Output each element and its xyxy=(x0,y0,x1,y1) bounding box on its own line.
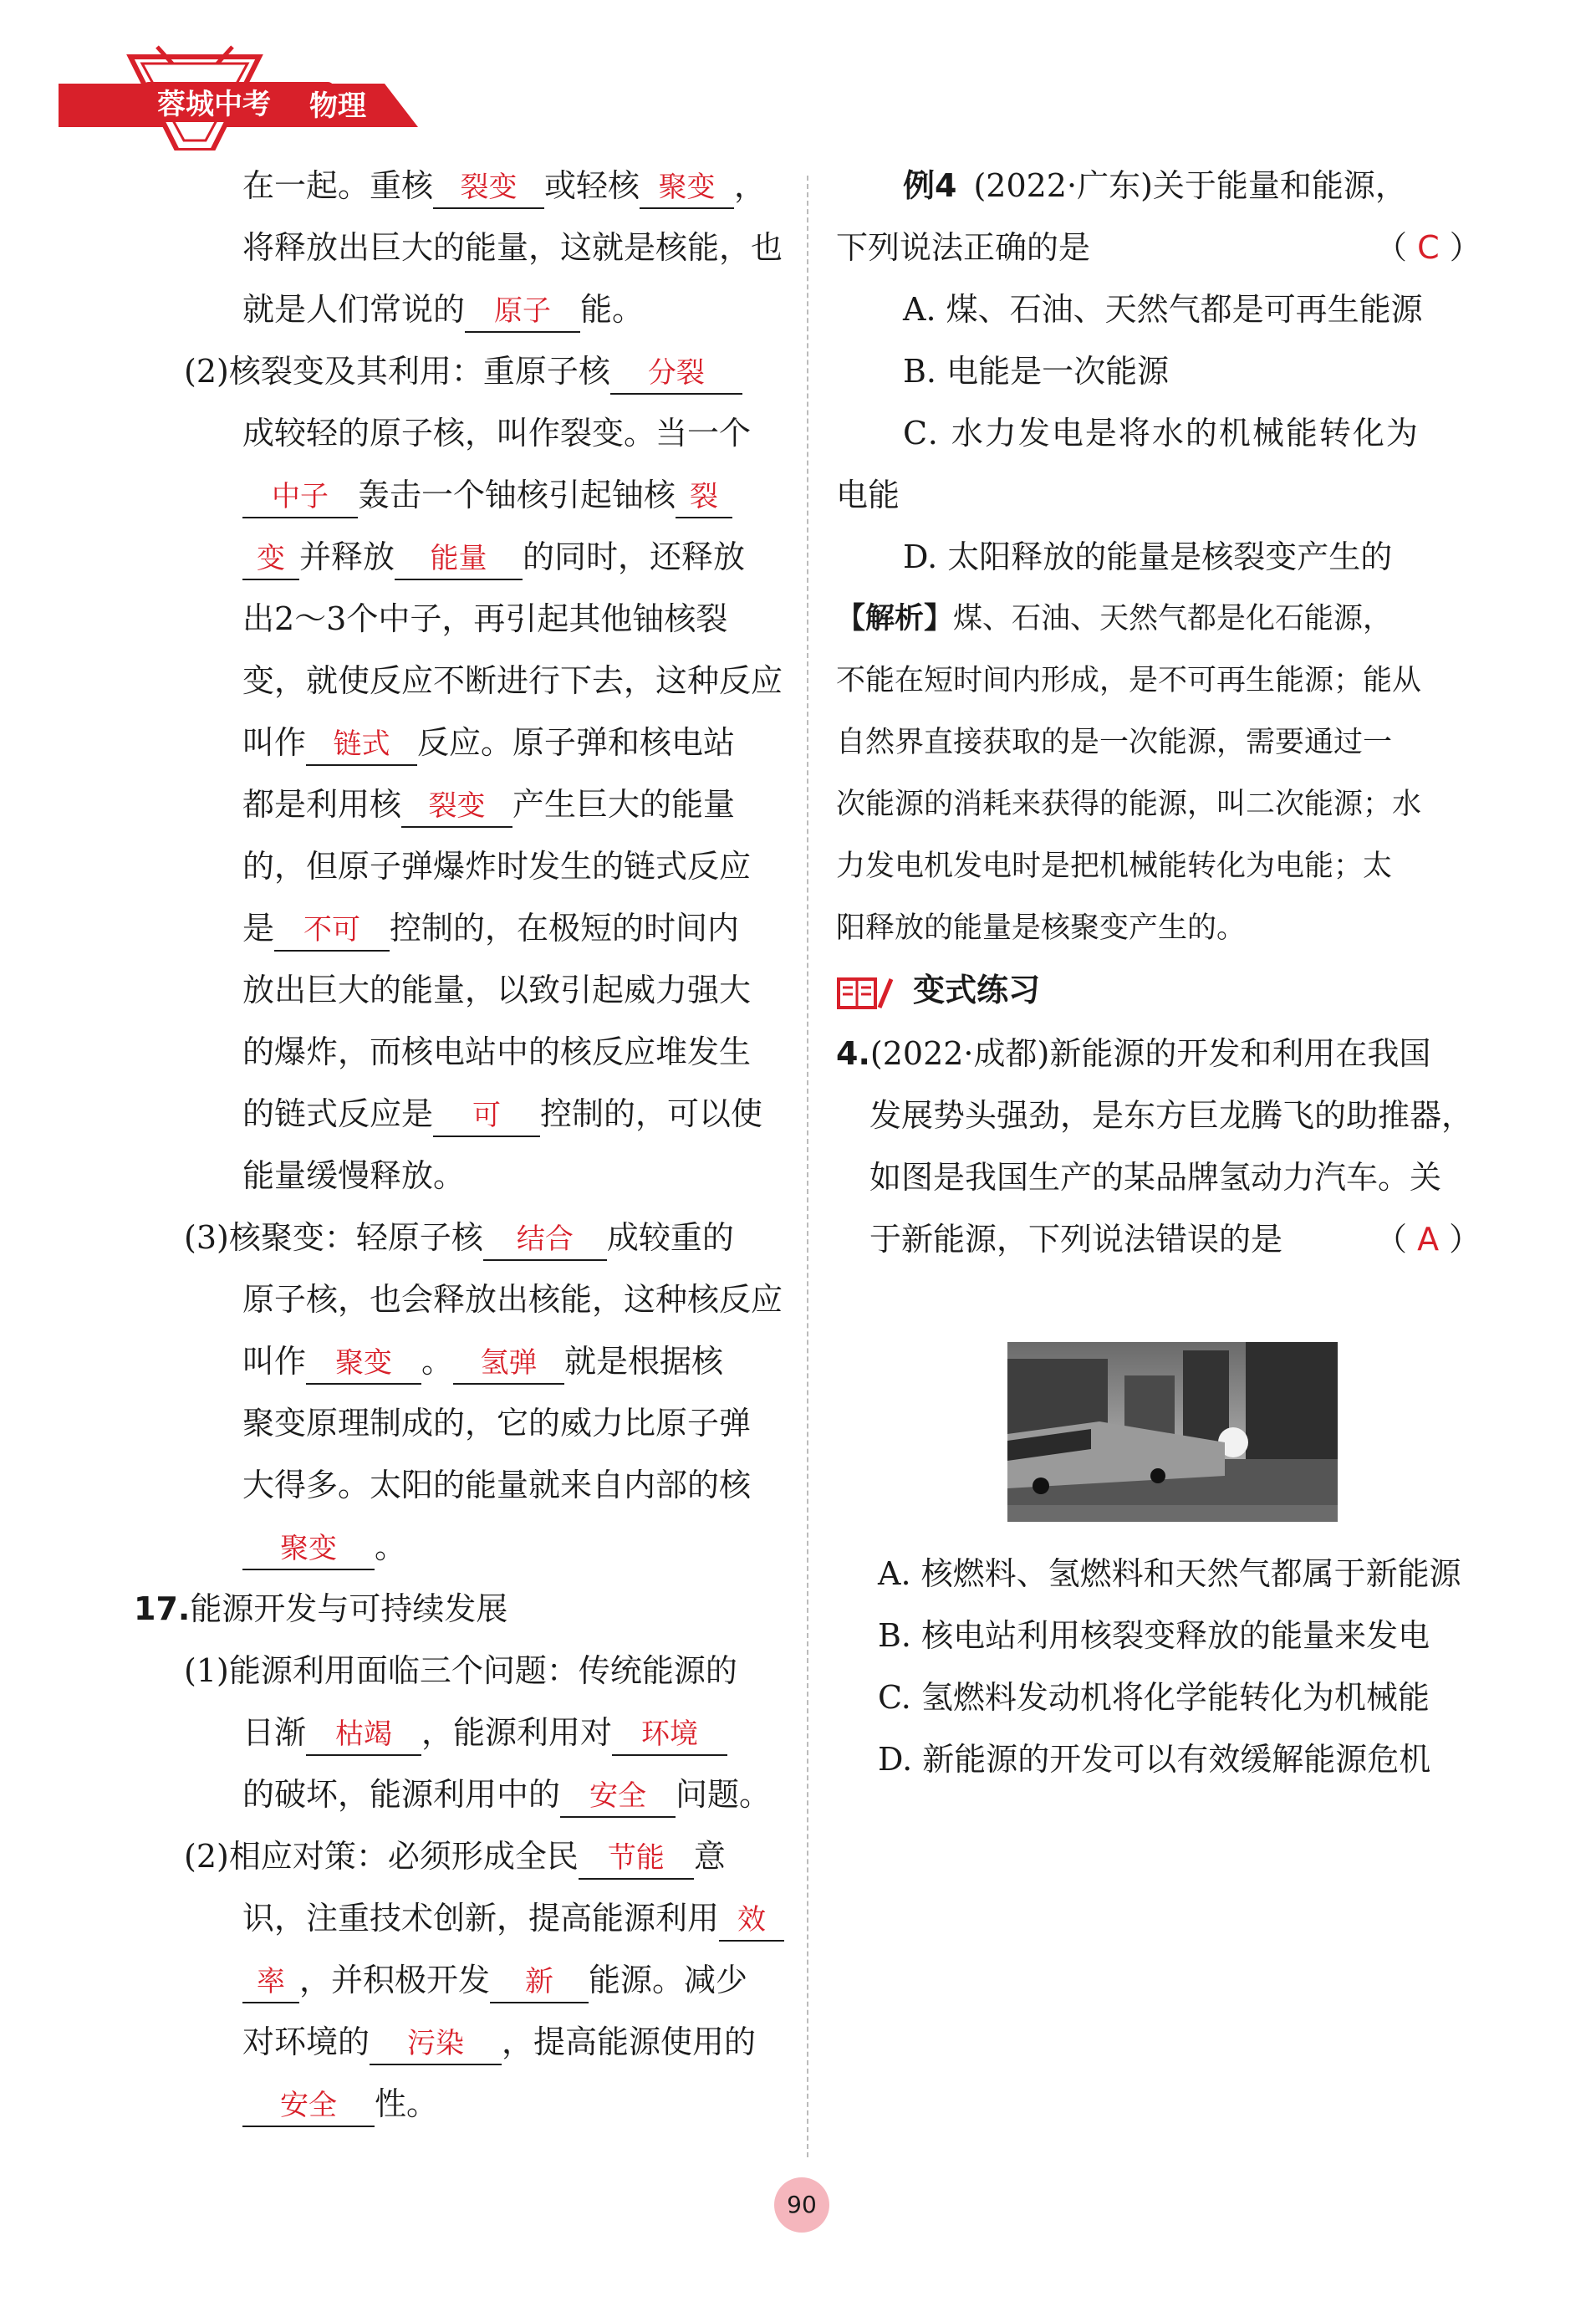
text: 于新能源，下列说法错误的是 xyxy=(869,1221,1283,1258)
text: 就是人们常说的 xyxy=(242,291,466,328)
text-line xyxy=(159,340,778,402)
analysis-line: 力发电机发电时是把机械能转化为电能；太 xyxy=(836,850,1393,883)
question-4-line: 如图是我国生产的某品牌氢动力汽车。关 xyxy=(869,1159,1442,1196)
example-label: 例4 xyxy=(903,167,957,204)
answer-blank: 氢弹 xyxy=(453,1343,564,1385)
text: 或轻核 xyxy=(544,167,640,204)
book-pen-icon xyxy=(836,974,895,1013)
question-4-options xyxy=(836,1543,1547,1790)
answer-blank: 聚变 xyxy=(306,1343,421,1385)
left-column xyxy=(134,155,783,2135)
answer-blank: 可 xyxy=(433,1095,540,1137)
text: (2)核裂变及其利用：重原子核 xyxy=(184,353,610,390)
text-line xyxy=(159,773,778,835)
text-line: 的，但原子弹爆炸时发生的链式反应 xyxy=(242,848,752,885)
analysis-line: 次能源的消耗来获得的能源，叫二次能源；水 xyxy=(836,788,1422,821)
answer-blank: 污染 xyxy=(370,2024,502,2065)
text: 对环境的 xyxy=(242,2024,370,2060)
text-line xyxy=(159,2011,778,2073)
answer-blank: 能量 xyxy=(395,538,523,580)
text-line xyxy=(159,1887,778,1949)
text: 能源。减少 xyxy=(589,1962,748,1998)
text-line: 变，就使反应不断进行下去，这种反应 xyxy=(242,662,783,699)
answer-blank: 结合 xyxy=(483,1219,607,1261)
text-line: 原子核，也会释放出核能，这种核反应 xyxy=(242,1281,783,1318)
text-line xyxy=(159,1702,778,1763)
text-line: 放出巨大的能量，以致引起威力强大 xyxy=(242,972,752,1008)
question-4-line: 发展势头强劲，是东方巨龙腾飞的助推器， xyxy=(869,1097,1474,1134)
text-line xyxy=(159,464,778,526)
question-17-title xyxy=(134,1578,778,1640)
analysis-line: 不能在短时间内形成，是不可再生能源；能从 xyxy=(836,664,1422,697)
text-line xyxy=(159,1825,778,1887)
page-number: 90 xyxy=(774,2177,829,2233)
answer-blank: 节能 xyxy=(579,1838,694,1880)
text: 都是利用核 xyxy=(242,786,402,823)
answer-blank: 变 xyxy=(242,538,299,580)
text: 下列说法正确的是 xyxy=(836,229,1091,266)
right-column xyxy=(836,155,1505,1270)
text: 问题。 xyxy=(676,1776,772,1813)
text: ，提高能源使用的 xyxy=(502,2024,757,2060)
text: 产生巨大的能量 xyxy=(512,786,736,823)
practice-title: 变式练习 xyxy=(913,972,1041,1008)
answer-bracket: （ A ） xyxy=(1375,1221,1481,1258)
text: 是 xyxy=(242,910,275,947)
text-line xyxy=(159,1207,778,1268)
text-line: 出2～3个中子，再引起其他铀核裂 xyxy=(242,600,728,637)
answer-blank: 聚变 xyxy=(242,1529,375,1570)
text-line: (1)能源利用面临三个问题：传统能源的 xyxy=(184,1652,737,1689)
text-line xyxy=(159,2073,778,2135)
analysis-line xyxy=(836,588,1505,650)
text: 。 xyxy=(375,1529,407,1565)
text: 意 xyxy=(693,1838,726,1875)
answer-bracket: （ C ） xyxy=(1375,229,1481,266)
text-line xyxy=(159,1330,778,1392)
subject-text: 物理 xyxy=(309,89,366,123)
text-line xyxy=(836,217,1505,278)
answer-blank: 效 xyxy=(719,1900,784,1942)
text: 在一起。重核 xyxy=(242,167,434,204)
text: 并释放 xyxy=(299,538,395,575)
text: 轰击一个铀核引起铀核 xyxy=(358,477,676,513)
text: 识，注重技术创新，提高能源利用 xyxy=(242,1900,720,1937)
text: 。 xyxy=(421,1343,454,1380)
hydrogen-bus-photo xyxy=(1007,1342,1338,1522)
text: ，能源利用对 xyxy=(421,1714,613,1751)
answer-blank: 原子 xyxy=(465,291,580,333)
analysis-line: 自然界直接获取的是一次能源，需要通过一 xyxy=(836,726,1393,759)
text: 就是根据核 xyxy=(564,1343,724,1380)
brand-header-logo xyxy=(59,33,460,151)
text-line xyxy=(159,897,778,959)
text: 性。 xyxy=(375,2085,439,2122)
text-line xyxy=(159,712,778,773)
text-line: 聚变原理制成的，它的威力比原子弹 xyxy=(242,1405,752,1442)
text-line: 能量缓慢释放。 xyxy=(242,1157,466,1194)
option-a: A. 核燃料、氢燃料和天然气都属于新能源 xyxy=(878,1555,1461,1592)
text: 能。 xyxy=(580,291,645,328)
text-line xyxy=(159,155,778,217)
answer-blank: 分裂 xyxy=(610,353,742,395)
option-d: D. 太阳释放的能量是核裂变产生的 xyxy=(903,538,1393,575)
option-c: C. 水力发电是将水的机械能转化为 xyxy=(903,415,1420,452)
analysis-label: 【解析】 xyxy=(836,602,954,635)
answer-blank: 环境 xyxy=(612,1714,727,1756)
option-b: B. 电能是一次能源 xyxy=(903,353,1170,390)
text: (2)相应对策：必须形成全民 xyxy=(184,1838,579,1875)
text-line: 的爆炸，而核电站中的核反应堆发生 xyxy=(242,1033,752,1070)
text: 控制的，在极短的时间内 xyxy=(390,910,740,947)
text: 日渐 xyxy=(242,1714,307,1751)
text: 煤、石油、天然气都是化石能源， xyxy=(953,602,1393,635)
text: 控制的，可以使 xyxy=(540,1095,763,1132)
text: 反应。原子弹和核电站 xyxy=(417,724,736,761)
text: (2022·广东)关于能量和能源， xyxy=(973,167,1407,204)
text-line xyxy=(159,1949,778,2011)
answer-blank: 裂变 xyxy=(433,167,544,209)
text: 的同时，还释放 xyxy=(523,538,746,575)
answer-blank: 裂变 xyxy=(401,786,512,828)
answer-blank: 新 xyxy=(490,1962,589,2003)
text: 的链式反应是 xyxy=(242,1095,434,1132)
text: 的破坏，能源利用中的 xyxy=(242,1776,561,1813)
text-line xyxy=(159,1083,778,1145)
text: 能源开发与可持续发展 xyxy=(190,1590,508,1627)
answer-choice: A xyxy=(1417,1221,1440,1258)
option-a: A. 煤、石油、天然气都是可再生能源 xyxy=(903,291,1423,328)
option-c-cont: 电能 xyxy=(836,477,900,513)
column-divider xyxy=(807,176,808,2157)
analysis-line: 阳释放的能量是核聚变产生的。 xyxy=(836,911,1247,945)
text: (3)核聚变：轻原子核 xyxy=(184,1219,483,1256)
practice-heading xyxy=(836,959,1505,1023)
example-4-title xyxy=(836,155,1505,217)
text-line: 将释放出巨大的能量，这就是核能，也 xyxy=(242,229,783,266)
text-line xyxy=(159,1516,778,1578)
text-line: 大得多。太阳的能量就来自内部的核 xyxy=(242,1467,752,1503)
text-line xyxy=(159,1763,778,1825)
answer-blank: 聚变 xyxy=(640,167,734,209)
answer-blank: 链式 xyxy=(306,724,417,766)
question-4-line xyxy=(836,1023,1505,1084)
text: 成较重的 xyxy=(606,1219,734,1256)
answer-blank: 中子 xyxy=(242,477,358,518)
text: ， xyxy=(734,167,767,204)
answer-blank: 安全 xyxy=(560,1776,676,1818)
text: ，并积极开发 xyxy=(299,1962,491,1998)
question-number: 17. xyxy=(134,1590,191,1627)
option-b: B. 核电站利用核裂变释放的能量来发电 xyxy=(878,1617,1430,1654)
brand-text: 蓉城中考 xyxy=(157,88,271,121)
answer-choice: C xyxy=(1417,229,1440,266)
text-line xyxy=(159,278,778,340)
text: 叫作 xyxy=(242,724,307,761)
question-4-line xyxy=(836,1208,1505,1270)
text-line xyxy=(159,526,778,588)
answer-blank: 枯竭 xyxy=(306,1714,421,1756)
option-c: C. 氢燃料发动机将化学能转化为机械能 xyxy=(878,1679,1430,1716)
answer-blank: 不可 xyxy=(274,910,390,952)
text: 叫作 xyxy=(242,1343,307,1380)
question-number: 4. xyxy=(836,1035,870,1072)
text-line: 成较轻的原子核，叫作裂变。当一个 xyxy=(242,415,752,452)
option-d: D. 新能源的开发可以有效缓解能源危机 xyxy=(878,1741,1431,1778)
text: (2022·成都)新能源的开发和利用在我国 xyxy=(869,1035,1431,1072)
answer-blank: 安全 xyxy=(242,2085,375,2127)
answer-blank: 率 xyxy=(242,1962,299,2003)
answer-blank: 裂 xyxy=(676,477,732,518)
